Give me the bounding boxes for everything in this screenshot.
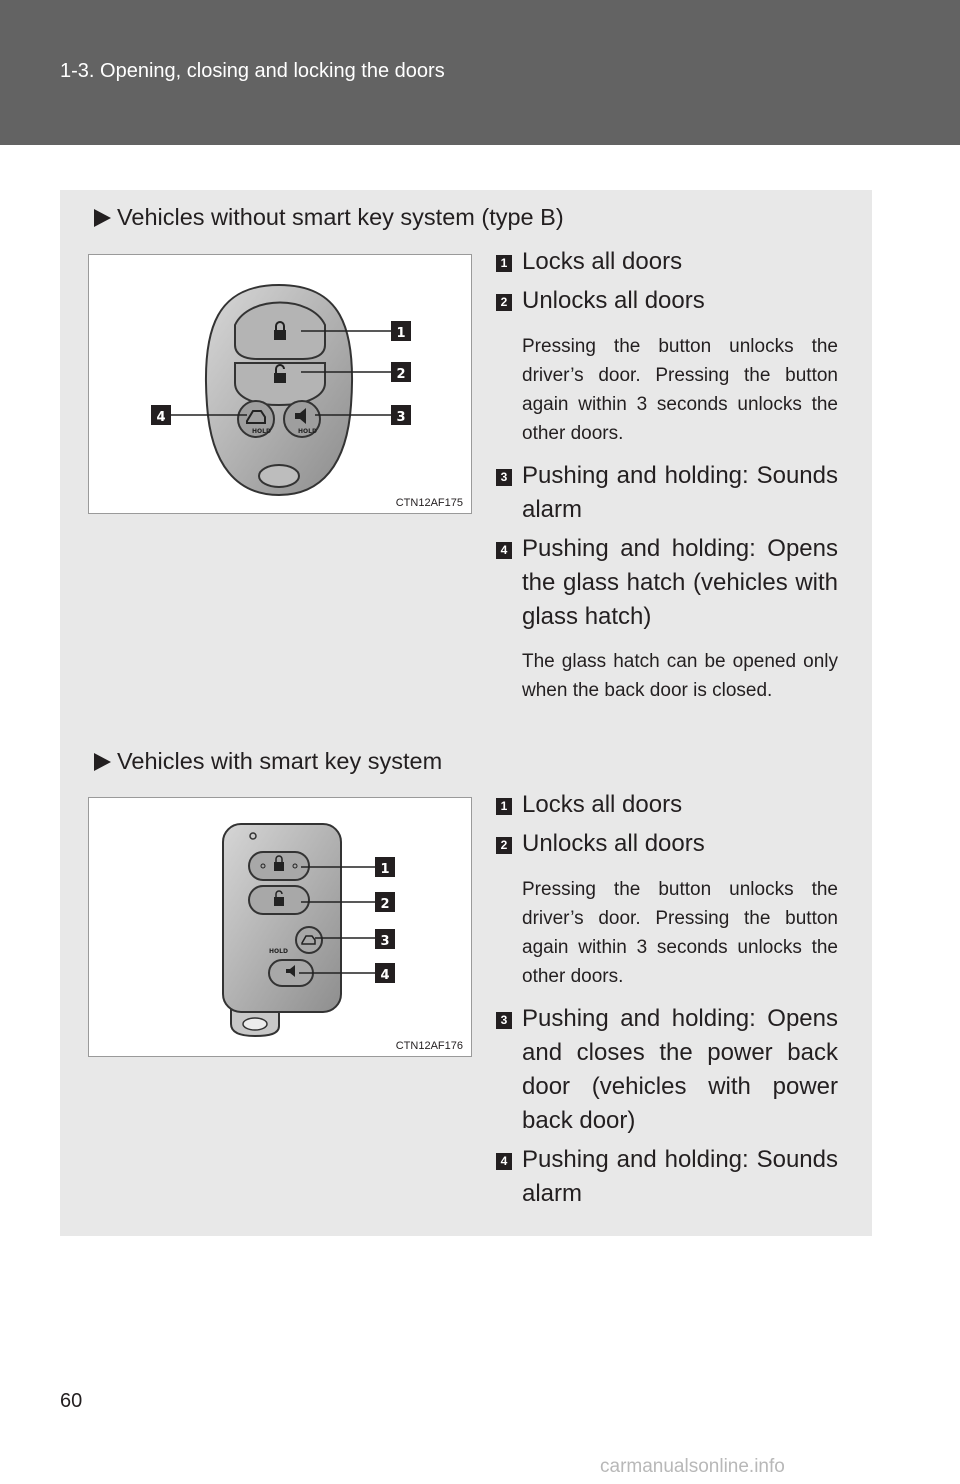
figure-code: CTN12AF175 [395, 497, 463, 509]
smart-key-illustration [88, 797, 472, 1057]
page-number: 60 [60, 1390, 83, 1412]
list-item [496, 532, 838, 634]
list-item [496, 1002, 838, 1138]
hold-label: HOLD [269, 948, 288, 955]
list-item [496, 1143, 838, 1211]
callout-4: 4 [380, 968, 390, 983]
item-text: Pushing and holding: Opens the glass hatch (vehicles with glass hatch) [522, 535, 838, 630]
item-text: Locks all doors [522, 791, 683, 818]
chapter-title: 1-3. Opening, closing and locking the doors [60, 60, 445, 82]
callout-1: 1 [396, 326, 406, 341]
callout-2: 2 [380, 897, 390, 912]
number-badge: 1 [496, 255, 512, 272]
item-text: Unlocks all doors [522, 830, 705, 857]
list-item [496, 245, 838, 279]
number-badge: 3 [496, 1012, 512, 1029]
list-item [496, 459, 838, 527]
item-text: Unlocks all doors [522, 287, 705, 314]
callout-3: 3 [380, 934, 390, 949]
number-badge: 4 [496, 542, 512, 559]
unlock-button [235, 363, 325, 405]
power-back-door-button [296, 927, 322, 953]
callout-4: 4 [156, 410, 166, 425]
note-text: Pressing the button unlocks the driver’s door. Pressing the button again within 3 seconds unlocks the other doors. [522, 879, 838, 987]
callout-1: 1 [380, 862, 390, 877]
callout-3: 3 [396, 410, 406, 425]
list-item [496, 788, 838, 822]
list-item [496, 284, 838, 318]
list-item [496, 827, 838, 861]
number-badge: 2 [496, 837, 512, 854]
panel-latch [259, 465, 299, 487]
item-text: Pushing and holding: Opens and closes the power back door (vehicles with power back door) [522, 1005, 838, 1134]
section-heading-text: Vehicles with smart key system [117, 748, 443, 774]
number-badge: 4 [496, 1153, 512, 1170]
note-text: The glass hatch can be opened only when the back door is closed. [522, 651, 838, 701]
hold-label-a: HOLD [252, 428, 271, 435]
section-heading-text: Vehicles without smart key system (type B) [117, 204, 564, 230]
figure-code: CTN12AF176 [395, 1040, 463, 1052]
section-heading-type-b [94, 204, 564, 231]
triangle-bullet-icon [94, 753, 111, 771]
item-text: Locks all doors [522, 248, 683, 275]
watermark: carmanualsonline.info [600, 1456, 785, 1477]
remote-key-illustration-type-b [88, 254, 472, 514]
hold-label-b: HOLD [298, 428, 317, 435]
item-text: Pushing and holding: Sounds alarm [522, 462, 838, 523]
triangle-bullet-icon [94, 209, 111, 227]
note-text: Pressing the button unlocks the driver’s door. Pressing the button again within 3 seconds unlocks the other doors. [522, 336, 838, 444]
item-text: Pushing and holding: Sounds alarm [522, 1146, 838, 1207]
section-heading-smart-key [94, 748, 442, 775]
number-badge: 2 [496, 294, 512, 311]
callout-2: 2 [396, 367, 406, 382]
number-badge: 3 [496, 469, 512, 486]
page-header [0, 0, 960, 145]
number-badge: 1 [496, 798, 512, 815]
